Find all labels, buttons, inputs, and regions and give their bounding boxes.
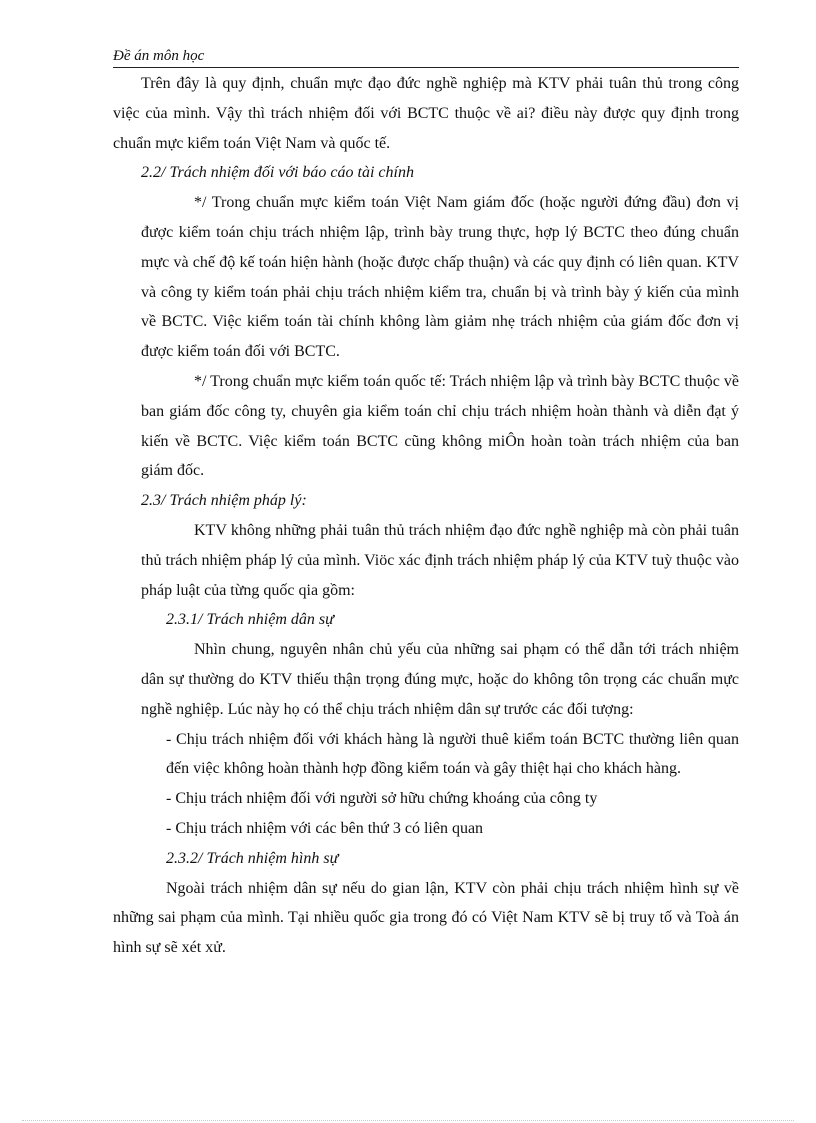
heading-2-3: 2.3/ Trách nhiệm pháp lý: — [141, 492, 307, 510]
paragraph-legal-responsibility: KTV không những phải tuân thủ trách nhiệm đạo đức nghề nghiệp mà còn phải tuân thủ trách nhiệm pháp lý của mình. Viöc xác định trách nhiệm pháp lý của KTV tuỳ thuộc vào pháp luật của từng quốc qia gồm: — [141, 521, 739, 599]
heading-2-3-2: 2.3.2/ Trách nhiệm hình sự — [166, 849, 339, 867]
heading-2-2: 2.2/ Trách nhiệm đối với báo cáo tài chính — [141, 164, 414, 182]
paragraph-criminal-responsibility: Ngoài trách nhiệm dân sự nếu do gian lận, KTV còn phải chịu trách nhiệm hình sự về những sai phạm của mình. Tại nhiều quốc gia trong đó có Việt Nam KTV sẽ bị truy tố và Toà án hình sự sẽ xét xử. — [113, 879, 739, 957]
paragraph-international-standard: */ Trong chuẩn mực kiểm toán quốc tế: Trách nhiệm lập và trình bày BCTC thuộc về ban giám đốc công ty, chuyên gia kiểm toán chỉ chịu trách nhiệm hoàn thành và diễn đạt ý kiến về BCTC. Việc kiểm toán BCTC cũng không miÔn hoàn toàn trách nhiệm của ban giám đốc. — [141, 372, 739, 480]
bullet-item-third-parties: - Chịu trách nhiệm với các bên thứ 3 có liên quan — [166, 819, 484, 837]
paragraph-intro: Trên đây là quy định, chuẩn mực đạo đức nghề nghiệp mà KTV phải tuân thủ trong công việc của mình. Vậy thì trách nhiệm đối với BCTC thuộc về ai? điều này được quy định trong chuẩn mực kiểm toán Việt Nam và quốc tế. — [113, 75, 739, 152]
bullet-item-clients: - Chịu trách nhiệm đối với khách hàng là người thuê kiểm toán BCTC thường liên quan đến việc không hoàn thành hợp đồng kiểm toán và gây thiệt hại cho khách hàng. — [166, 730, 739, 778]
page-bottom-divider — [22, 1120, 794, 1121]
heading-2-3-1: 2.3.1/ Trách nhiệm dân sự — [166, 611, 334, 629]
bullet-item-shareholders: - Chịu trách nhiệm đối với người sở hữu chứng khoáng của công ty — [166, 790, 598, 808]
paragraph-vietnam-standard: */ Trong chuẩn mực kiểm toán Việt Nam giám đốc (hoặc người đứng đầu) đơn vị được kiểm toán chịu trách nhiệm lập, trình bày trung thực, hợp lý BCTC theo đúng chuẩn mực và chế độ kế toán hiện hành (hoặc được chấp thuận) và các quy định có liên quan. KTV và công ty kiểm toán phải chịu trách nhiệm kiểm tra, chuẩn bị và trình bày ý kiến của mình về BCTC. Việc kiểm toán tài chính không làm giảm nhẹ trách nhiệm của giám đốc đơn vị được kiểm toán đối với BCTC. — [141, 194, 739, 361]
page-header: Đề án môn học — [113, 46, 739, 68]
document-body — [113, 69, 739, 963]
paragraph-civil-responsibility: Nhìn chung, nguyên nhân chủ yếu của những sai phạm có thể dẫn tới trách nhiệm dân sự thường do KTV thiếu thận trọng đúng mực, hoặc do không tôn trọng các chuẩn mực nghề nghiệp. Lúc này họ có thể chịu trách nhiệm dân sự trước các đối tượng: — [141, 641, 739, 718]
